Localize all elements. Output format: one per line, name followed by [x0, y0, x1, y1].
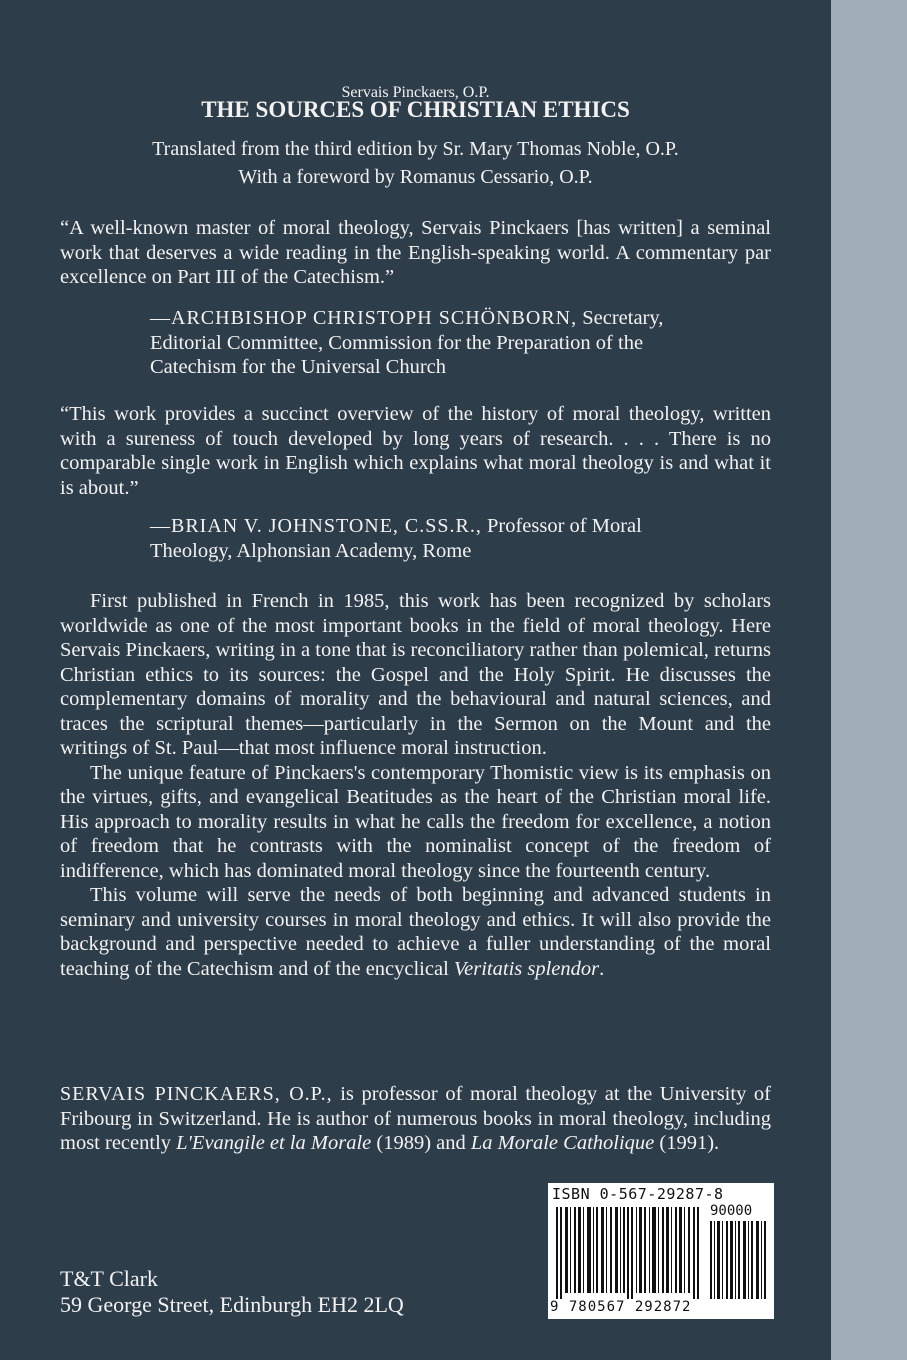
quote-1-name: —ARCHBISHOP CHRISTOPH SCHÖNBORN,: [150, 307, 578, 329]
quote-2: [60, 402, 771, 500]
description-paragraph-3-end: .: [599, 957, 605, 980]
bio-text-3: (1991).: [654, 1132, 720, 1154]
author-bio: [60, 1082, 771, 1156]
quote-2-role: Professor of Moral Theology, Alphonsian Academy, Rome: [150, 515, 642, 562]
description-paragraph-1: First published in French in 1985, this work has been recognized by scholars worldwide as one of the most important books in the field of moral theology. Here Servais Pinckaers, writing in a tone that is reconciliatory rather than polemical, returns Christian ethics to its sources: the Gospel and the Holy Spirit. He discusses the complementary domains of morality and the behavioural and natural sciences, and traces the scriptural themes—particularly in the Sermon on the Mount and the writings of St. Paul—that most influence moral instruction.: [60, 590, 771, 759]
bio-text-2: (1989) and: [371, 1132, 471, 1154]
description-paragraph-2: The unique feature of Pinckaers's contemporary Thomistic view is its emphasis on the virtues, gifts, and evangelical Beatitudes as the heart of the Christian moral life. His approach to morality results in what he calls the freedom for excellence, a notion of freedom that he contrasts with the nominalist concept of the freedom of indifference, which has dominated moral theology since the fourteenth century.: [60, 761, 771, 882]
description-paragraph-3: [60, 883, 771, 981]
barcode-addon: 90000: [710, 1203, 753, 1219]
foreword-line: With a foreword by Romanus Cessario, O.P.: [238, 166, 593, 188]
ean-number: 9 780567 292872: [550, 1299, 692, 1315]
bio-name: SERVAIS PINCKAERS, O.P.,: [60, 1083, 333, 1105]
quote-1-attribution: [150, 306, 680, 380]
description-paragraph-3-text: This volume will serve the needs of both beginning and advanced students in seminary and university courses in moral theology and ethics. It will also provide the background and perspective needed to achieve a fuller understanding of the moral teaching of the Catechism and of the encyclical: [60, 884, 771, 980]
publisher-address: 59 George Street, Edinburgh EH2 2LQ: [60, 1292, 404, 1317]
bio-book-1: L'Evangile et la Morale: [176, 1132, 372, 1154]
quote-2-attribution: [150, 514, 680, 563]
spine-edge: [831, 0, 907, 1360]
book-title: THE SOURCES OF CHRISTIAN ETHICS: [201, 97, 630, 122]
bio-text-1: is professor of moral theology at the University of Fribourg in Switzerland. He is author of numerous books in moral theology, including most recently: [60, 1083, 771, 1154]
quote-2-text: “This work provides a succinct overview of the history of moral theology, written with a sureness of touch developed by long years of research. . . . There is no comparable single work in English which explains what moral theology is and what it is about.”: [60, 403, 771, 499]
barcode-bars: [554, 1207, 768, 1299]
isbn-label: ISBN 0-567-29287-8: [552, 1185, 724, 1203]
translator-line: Translated from the third edition by Sr. Mary Thomas Noble, O.P.: [152, 138, 679, 160]
isbn-barcode: [548, 1183, 774, 1319]
description: [60, 589, 771, 981]
publisher-name: T&T Clark: [60, 1266, 158, 1291]
author-name: Servais Pinckaers, O.P.: [341, 84, 490, 101]
quote-1-text: “A well-known master of moral theology, Servais Pinckaers [has written] a seminal work that deserves a wide reading in the English-speaking world. A commentary par excellence on Part III of the Catechism.”: [60, 217, 771, 288]
encyclical-title: Veritatis splendor: [453, 957, 600, 980]
bio-book-2: La Morale Catholique: [470, 1132, 655, 1154]
quote-1: [60, 216, 771, 290]
publisher-info: [60, 1266, 404, 1318]
quote-1-role: Secretary, Editorial Committee, Commission for the Preparation of the Catechism for the Universal Church: [150, 307, 664, 378]
quote-2-name: —BRIAN V. JOHNSTONE, C.SS.R.,: [150, 515, 482, 537]
